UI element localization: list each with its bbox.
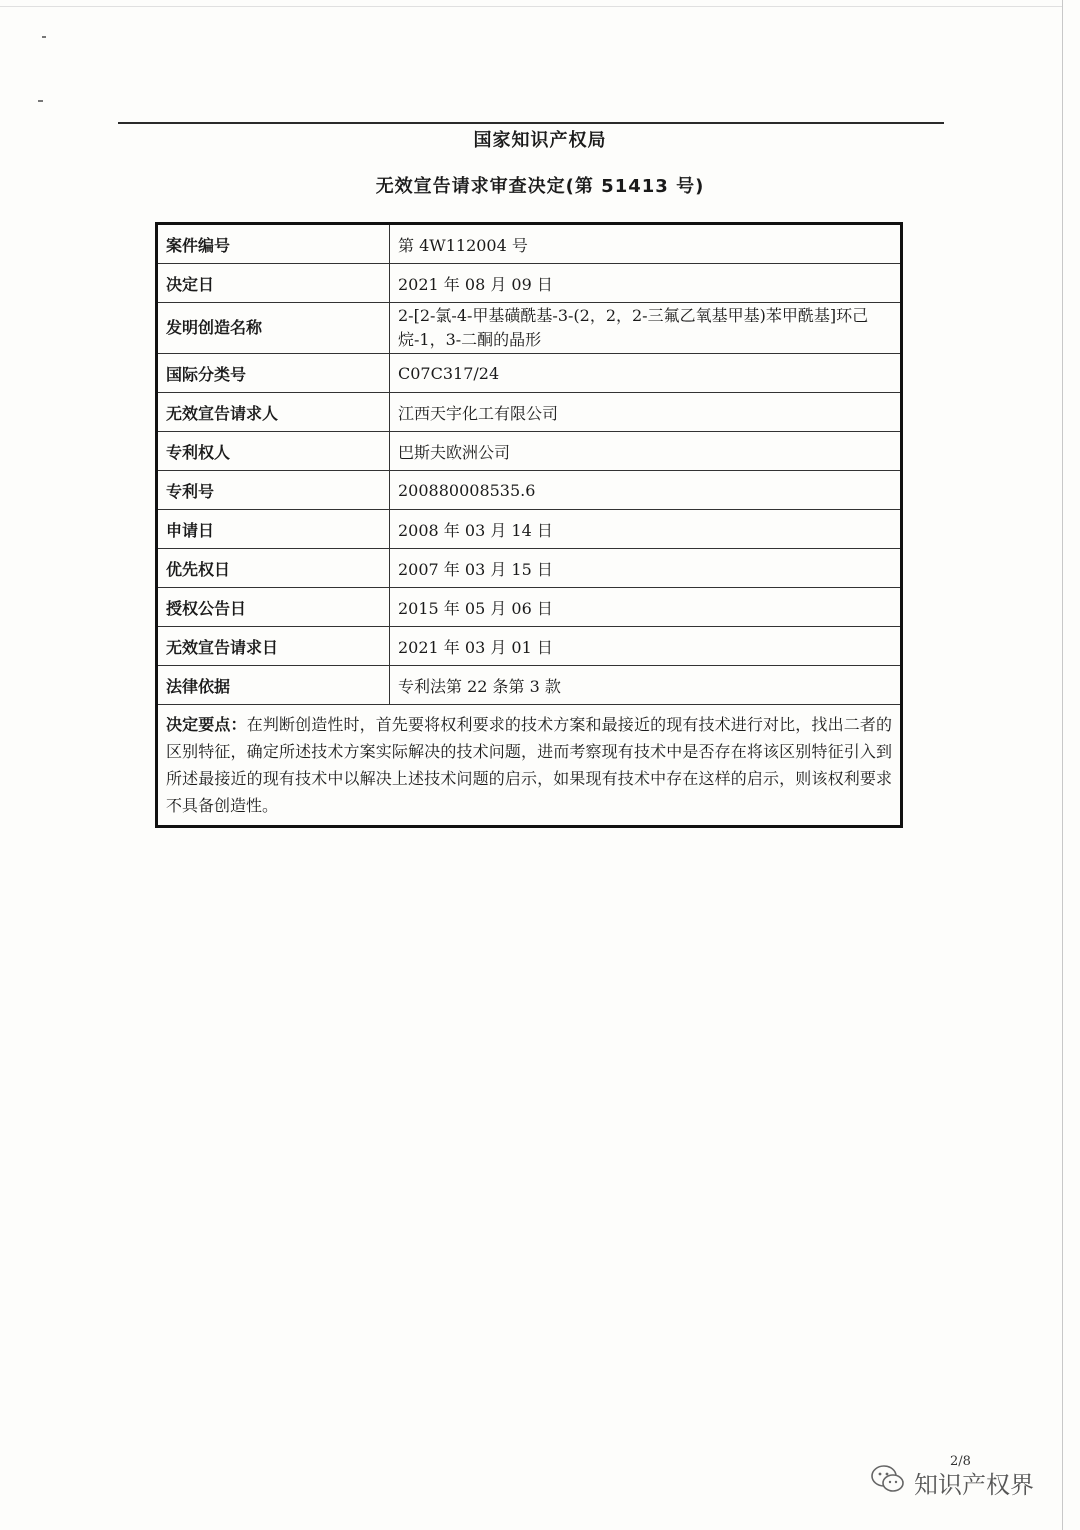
table-row xyxy=(157,510,902,549)
table-row xyxy=(157,393,902,432)
table-row xyxy=(157,303,902,354)
table-row xyxy=(157,627,902,666)
decision-summary xyxy=(157,705,902,827)
row-label: 无效宣告请求人 xyxy=(157,393,390,432)
wechat-icon xyxy=(870,1464,906,1500)
table-row xyxy=(157,549,902,588)
row-value: 2007 年 03 月 15 日 xyxy=(390,549,902,588)
summary-label: 决定要点： xyxy=(166,715,247,734)
table-row xyxy=(157,264,902,303)
scan-speck xyxy=(42,36,46,38)
row-value: 专利法第 22 条第 3 款 xyxy=(390,666,902,705)
table-row xyxy=(157,471,902,510)
row-label: 无效宣告请求日 xyxy=(157,627,390,666)
row-value: 巴斯夫欧洲公司 xyxy=(390,432,902,471)
table-row xyxy=(157,354,902,393)
row-label: 案件编号 xyxy=(157,224,390,264)
header-rule xyxy=(118,122,944,124)
scan-speck xyxy=(38,100,43,102)
row-label: 申请日 xyxy=(157,510,390,549)
row-label: 法律依据 xyxy=(157,666,390,705)
table-row xyxy=(157,224,902,264)
scan-edge-right xyxy=(1062,0,1063,1530)
row-value: 2021 年 03 月 01 日 xyxy=(390,627,902,666)
watermark-text: 知识产权界 xyxy=(914,1470,1034,1499)
row-value: 2008 年 03 月 14 日 xyxy=(390,510,902,549)
table-row xyxy=(157,588,902,627)
scan-edge-top xyxy=(0,6,1062,7)
table-row xyxy=(157,666,902,705)
agency-name: 国家知识产权局 xyxy=(473,130,607,151)
table-row xyxy=(157,432,902,471)
page-number: 2/8 xyxy=(950,1454,971,1469)
row-label: 专利号 xyxy=(157,471,390,510)
row-label: 决定日 xyxy=(157,264,390,303)
watermark xyxy=(870,1464,1034,1500)
summary-row xyxy=(157,705,902,827)
row-value: 江西天宇化工有限公司 xyxy=(390,393,902,432)
row-value: C07C317/24 xyxy=(390,354,902,393)
row-value: 200880008535.6 xyxy=(390,471,902,510)
row-label: 授权公告日 xyxy=(157,588,390,627)
row-value: 2-[2-氯-4-甲基磺酰基-3-(2，2，2-三氟乙氧基甲基)苯甲酰基]环己烷-1，3-二酮的晶形 xyxy=(390,303,902,354)
row-label: 发明创造名称 xyxy=(157,303,390,354)
case-info-table xyxy=(155,222,903,828)
summary-text: 在判断创造性时，首先要将权利要求的技术方案和最接近的现有技术进行对比，找出二者的区别特征，确定所述技术方案实际解决的技术问题，进而考察现有技术中是否存在将该区别特征引入到所述最接近的现有技术中以解决上述技术问题的启示，如果现有技术中存在这样的启示，则该权利要求不具备创造性。 xyxy=(166,715,892,815)
row-label: 专利权人 xyxy=(157,432,390,471)
row-value: 2015 年 05 月 06 日 xyxy=(390,588,902,627)
row-label: 优先权日 xyxy=(157,549,390,588)
document-title: 无效宣告请求审查决定(第 51413 号) xyxy=(375,176,705,197)
row-value: 第 4W112004 号 xyxy=(390,224,902,264)
row-label: 国际分类号 xyxy=(157,354,390,393)
row-value: 2021 年 08 月 09 日 xyxy=(390,264,902,303)
